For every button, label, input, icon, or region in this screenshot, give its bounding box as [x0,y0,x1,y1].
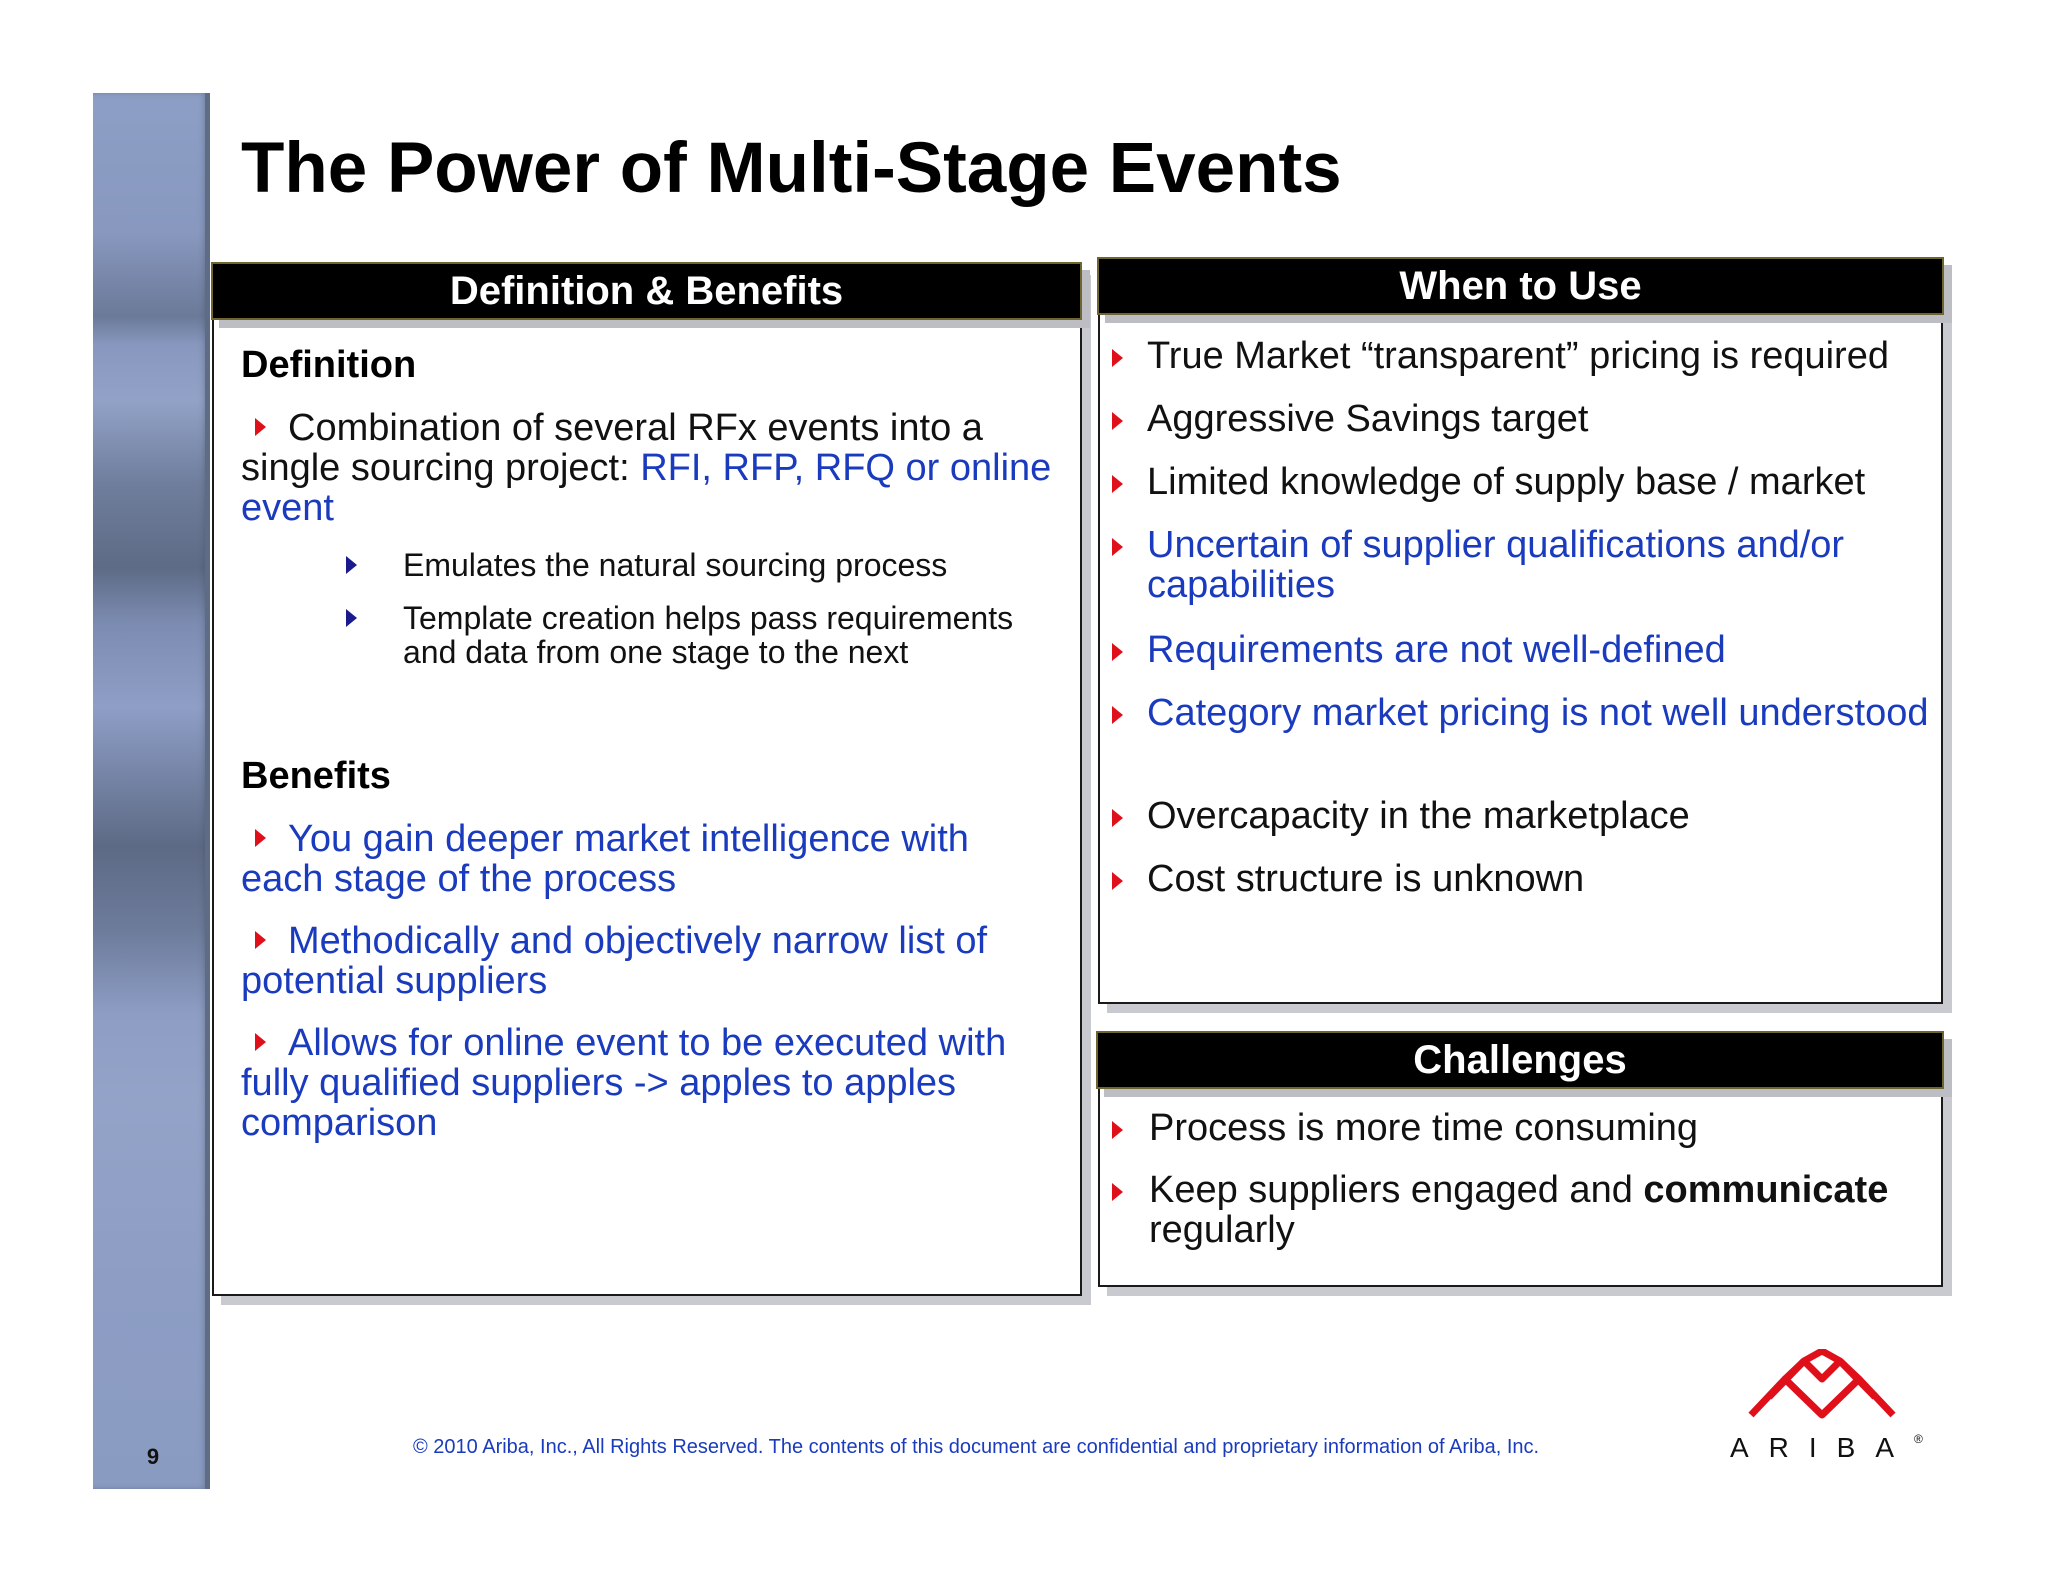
definition-bullet: Combination of several RFx events into a single sourcing project: RFI, RFP, RFQ or online event [241,407,1052,529]
bullet-arrow-icon [255,1033,266,1051]
when-to-use-text: True Market “transparent” pricing is required [1147,335,1889,377]
benefit-item-1: You gain deeper market intelligence with each stage of the process [241,818,969,900]
bullet-arrow-icon [1112,412,1123,430]
bullet-arrow-icon [255,418,266,436]
page-number: 9 [146,1444,160,1469]
ariba-logo-text: ARIBA® [1730,1432,1923,1463]
when-to-use-item [1112,462,1932,502]
bullet-arrow-icon [1112,1121,1123,1139]
bullet-arrow-icon [255,829,266,847]
challenges-header: Challenges [1096,1031,1944,1089]
when-to-use-item [1112,859,1932,899]
bullet-arrow-icon [1112,706,1123,724]
challenge-item-2: Keep suppliers engaged and communicate regularly [1112,1170,1932,1250]
copyright-footer: © 2010 Ariba, Inc., All Rights Reserved. The contents of this document are confidential and proprietary information of Ariba, Inc. [413,1436,1540,1458]
when-to-use-item [1112,399,1932,439]
challenge-item-1: Process is more time consuming [1112,1108,1932,1148]
bullet-arrow-icon [1112,643,1123,661]
benefit-item-3: Allows for online event to be executed with fully qualified suppliers -> apples to apples comparison [241,1022,1007,1144]
benefits-label: Benefits [241,755,391,797]
bullet-arrow-icon [255,931,266,949]
when-to-use-text: Cost structure is unknown [1147,858,1585,900]
bullet-arrow-icon [1112,538,1123,556]
when-to-use-item [1112,630,1932,670]
bullet-arrow-icon [346,556,357,574]
when-to-use-text: Requirements are not well-defined [1147,629,1726,671]
slide-title: The Power of Multi-Stage Events [241,129,1342,208]
bullet-arrow-icon [1112,475,1123,493]
bullet-arrow-icon [1112,809,1123,827]
bullet-arrow-icon [346,609,357,627]
bullet-arrow-icon [1112,349,1123,367]
when-to-use-header: When to Use [1097,257,1944,315]
decorative-side-bar [93,93,210,1489]
definition-benefits-header: Definition & Benefits [211,262,1082,320]
benefit-item-2: Methodically and objectively narrow list of potential suppliers [241,920,988,1002]
sub-item-1: Emulates the natural sourcing process [346,548,1066,582]
when-to-use-item [1112,336,1932,376]
when-to-use-text: Aggressive Savings target [1147,398,1589,440]
definition-label: Definition [241,344,417,386]
when-to-use-item [1112,796,1932,836]
when-to-use-text: Overcapacity in the marketplace [1147,795,1690,837]
sub-item-2: Template creation helps pass requirements and data from one stage to the next [346,601,1076,669]
when-to-use-item [1112,693,1932,733]
bullet-arrow-icon [1112,872,1123,890]
when-to-use-text: Limited knowledge of supply base / market [1147,461,1866,503]
when-to-use-item [1112,525,1932,605]
when-to-use-text: Uncertain of supplier qualifications and/or capabilities [1147,524,1845,606]
bullet-arrow-icon [1112,1183,1123,1201]
when-to-use-text: Category market pricing is not well understood [1147,692,1929,734]
ariba-logo-icon [1747,1349,1897,1421]
